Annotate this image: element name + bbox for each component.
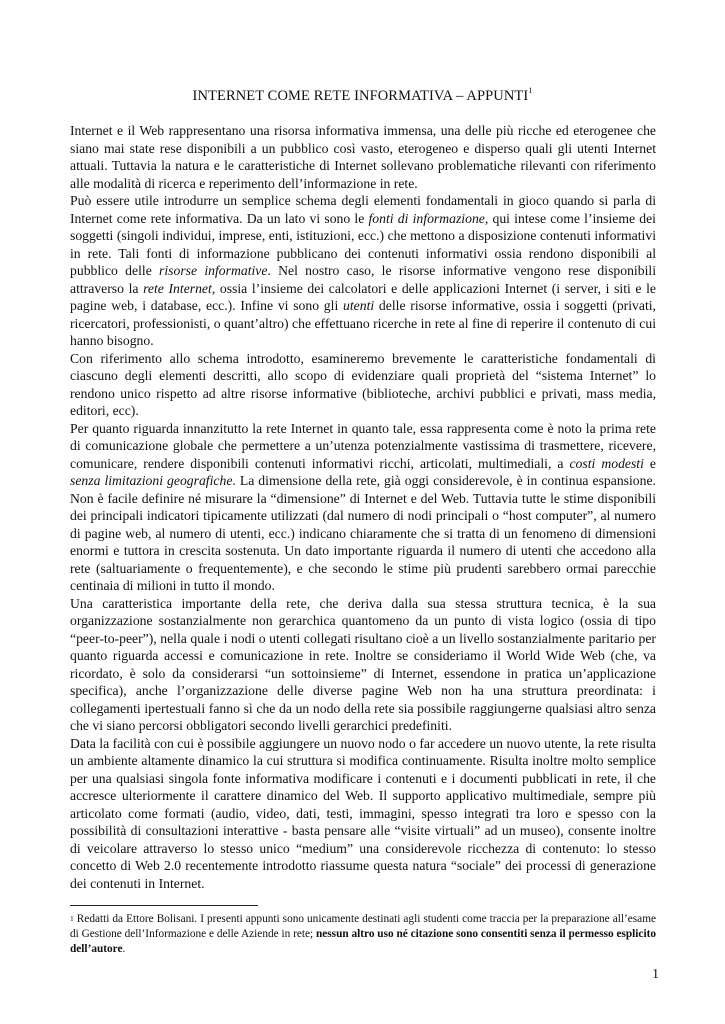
footnote-mark: 1	[70, 914, 74, 923]
paragraph-text: e	[643, 455, 656, 471]
paragraph	[70, 122, 656, 192]
paragraph-text: delle risorse informative, ossia i soggetti (privati, ricercatori, professionisti, o quant’altro) che effettuano ricerche in rete al fine di reperire il contenuto di cui hanno bisogno.	[70, 298, 656, 348]
paragraph	[70, 350, 656, 420]
paragraph-text: Può essere utile introdurre un semplice schema degli elementi fondamentali in gioco quando si parla di Internet come rete informativa. Da un lato vi sono le	[70, 193, 656, 226]
emphasized-term: senza limitazioni geografiche	[70, 473, 233, 488]
emphasized-term: fonti di informazione	[368, 210, 485, 226]
paragraph	[70, 735, 656, 893]
emphasized-term: costi modesti	[569, 455, 644, 471]
paragraph-text: Internet e il Web rappresentano una risorsa informativa immensa, una delle più ricche ed eterogenee che siano mai state rese disponibili a un pubblico così vasto, eterogeneo e disperso quali gli utenti Internet attuali. Tuttavia la natura e le caratteristiche di Internet sollevano problematiche rilevanti con riferimento alle modalità di ricerca e reperimento dell’informazione in rete.	[70, 123, 656, 191]
paragraph	[70, 420, 656, 595]
paragraph-text: . La dimensione della rete, già oggi considerevole, è in continua espansione. Non è facile definire né misurare la “dimensione” di Internet e del Web. Tuttavia tutte le stime disponibili dei principali indicatori tipicamente utilizzati (dal numero di nodi principali o “host computer”, al numero di pagine web, al numero di utenti, ecc.) indicano chiaramente che si tratta di un fenomeno di dimensioni enormi e tuttora in crescita sostenuta. Un dato importante riguarda il numero di utenti che accedono alla rete (saltuariamente o frequentemente), e che secondo le stime più prudenti sarebbero ormai parecchie centinaia di milioni in tutto il mondo.	[70, 473, 656, 593]
paragraph-text: Data la facilità con cui è possibile aggiungere un nuovo nodo o far accedere un nuovo utente, la rete risulta un ambiente altamente dinamico la cui struttura si modifica continuamente. Risulta inoltre molto semplice per una qualsiasi singola fonte informativa modificare i contenuti e i documenti pubblicati in rete, il che accresce ulteriormente il carattere dinamico del Web. Il supporto applicativo multimediale, sempre più articolato come formati (audio, video, dati, testi, immagini, spesso integrati tra loro e spesso con la possibilità di consultazioni interattive - basta pensare alle “visite virtuali” ad un museo), consente inoltre di veicolare attraverso lo stesso unico “medium” una considerevole ricchezza di contenuto: lo stesso concetto di Web 2.0 recentemente introdotto riassume questa natura “sociale” dei processi di generazione dei contenuti in Internet.	[70, 735, 656, 891]
paragraph-text: , qui intese come l’insieme dei soggetti (singoli individui, imprese, enti, istituzioni, ecc.) che mettono a disposizione contenuti informativi in rete. Tali fonti di informazione pubblicano dei contenuti informativi ossia rendono disponibili al pubblico delle	[70, 210, 656, 278]
emphasized-term: risorse informative	[159, 263, 268, 278]
paragraph	[70, 192, 656, 350]
paragraph-text: , ossia l’insieme dei calcolatori e delle applicazioni Internet (i server, i siti e le pagine web, i database, ecc.). Infine vi sono gli	[70, 280, 657, 313]
paragraph	[70, 595, 656, 735]
footnote-end: .	[122, 943, 126, 955]
title-text: INTERNET COME RETE INFORMATIVA – APPUNTI	[192, 88, 529, 104]
footnote	[70, 912, 656, 957]
paragraph-text: Con riferimento allo schema introdotto, esamineremo brevemente le caratteristiche fondamentali di ciascuno degli elementi descritti, allo scopo di evidenziare quali proprietà del “sistema Internet” lo rendono unico rispetto ad altre risorse informative (biblioteche, archivi pubblici e privati, mass media, editori, ecc).	[70, 350, 656, 418]
emphasized-term: rete Internet	[143, 280, 212, 296]
footnote-divider	[70, 905, 258, 906]
page-title	[0, 88, 725, 105]
body-text	[70, 122, 656, 892]
footnote-text: Redatti da Ettore Bolisani. I presenti appunti sono unicamente destinati agli studenti come traccia per la preparazione all’esame di Gestione dell’Informazione e delle Aziende in rete;	[70, 913, 656, 940]
title-footnote-mark: 1	[528, 86, 533, 95]
page-number: 1	[652, 966, 659, 981]
emphasized-term: utenti	[343, 298, 375, 313]
paragraph-text: . Nel nostro caso, le risorse informative vengono rese disponibili attraverso la	[70, 263, 656, 296]
footnote-bold-text: nessun altro uso né citazione sono consentiti senza il permesso esplicito dell’autore	[70, 928, 656, 955]
paragraph-text: Una caratteristica importante della rete, che deriva dalla sua stessa struttura tecnica, è la sua organizzazione sostanzialmente non gerarchica quantomeno da un punto di vista logico (ossia di tipo “peer-to-peer”), nella quale i nodi o utenti collegati risultano cioè a un livello sostanzialmente paritario per quanto riguarda accessi e comunicazione in rete. Inoltre se consideriamo il World Wide Web (che, va ricordato, è solo da considerarsi “un sottoinsieme” di Internet, essendone in pratica un’applicazione specifica), anche l’organizzazione delle diverse pagine Web non ha una struttura preordinata: i collegamenti ipertestuali fanno sì che da un nodo della rete sia possibile raggiungerne qualsiasi altro senza che vi siano percorsi obbligatori secondo livelli gerarchici predefiniti.	[70, 595, 656, 733]
paragraph-text: Per quanto riguarda innanzitutto la rete Internet in quanto tale, essa rappresenta come è noto la prima rete di comunicazione globale che permettere a un’utenza potenzialmente vastissima di trasmettere, ricevere, comunicare, rendere disponibili contenuti informativi ricchi, articolati, multimediali, a	[70, 420, 656, 471]
